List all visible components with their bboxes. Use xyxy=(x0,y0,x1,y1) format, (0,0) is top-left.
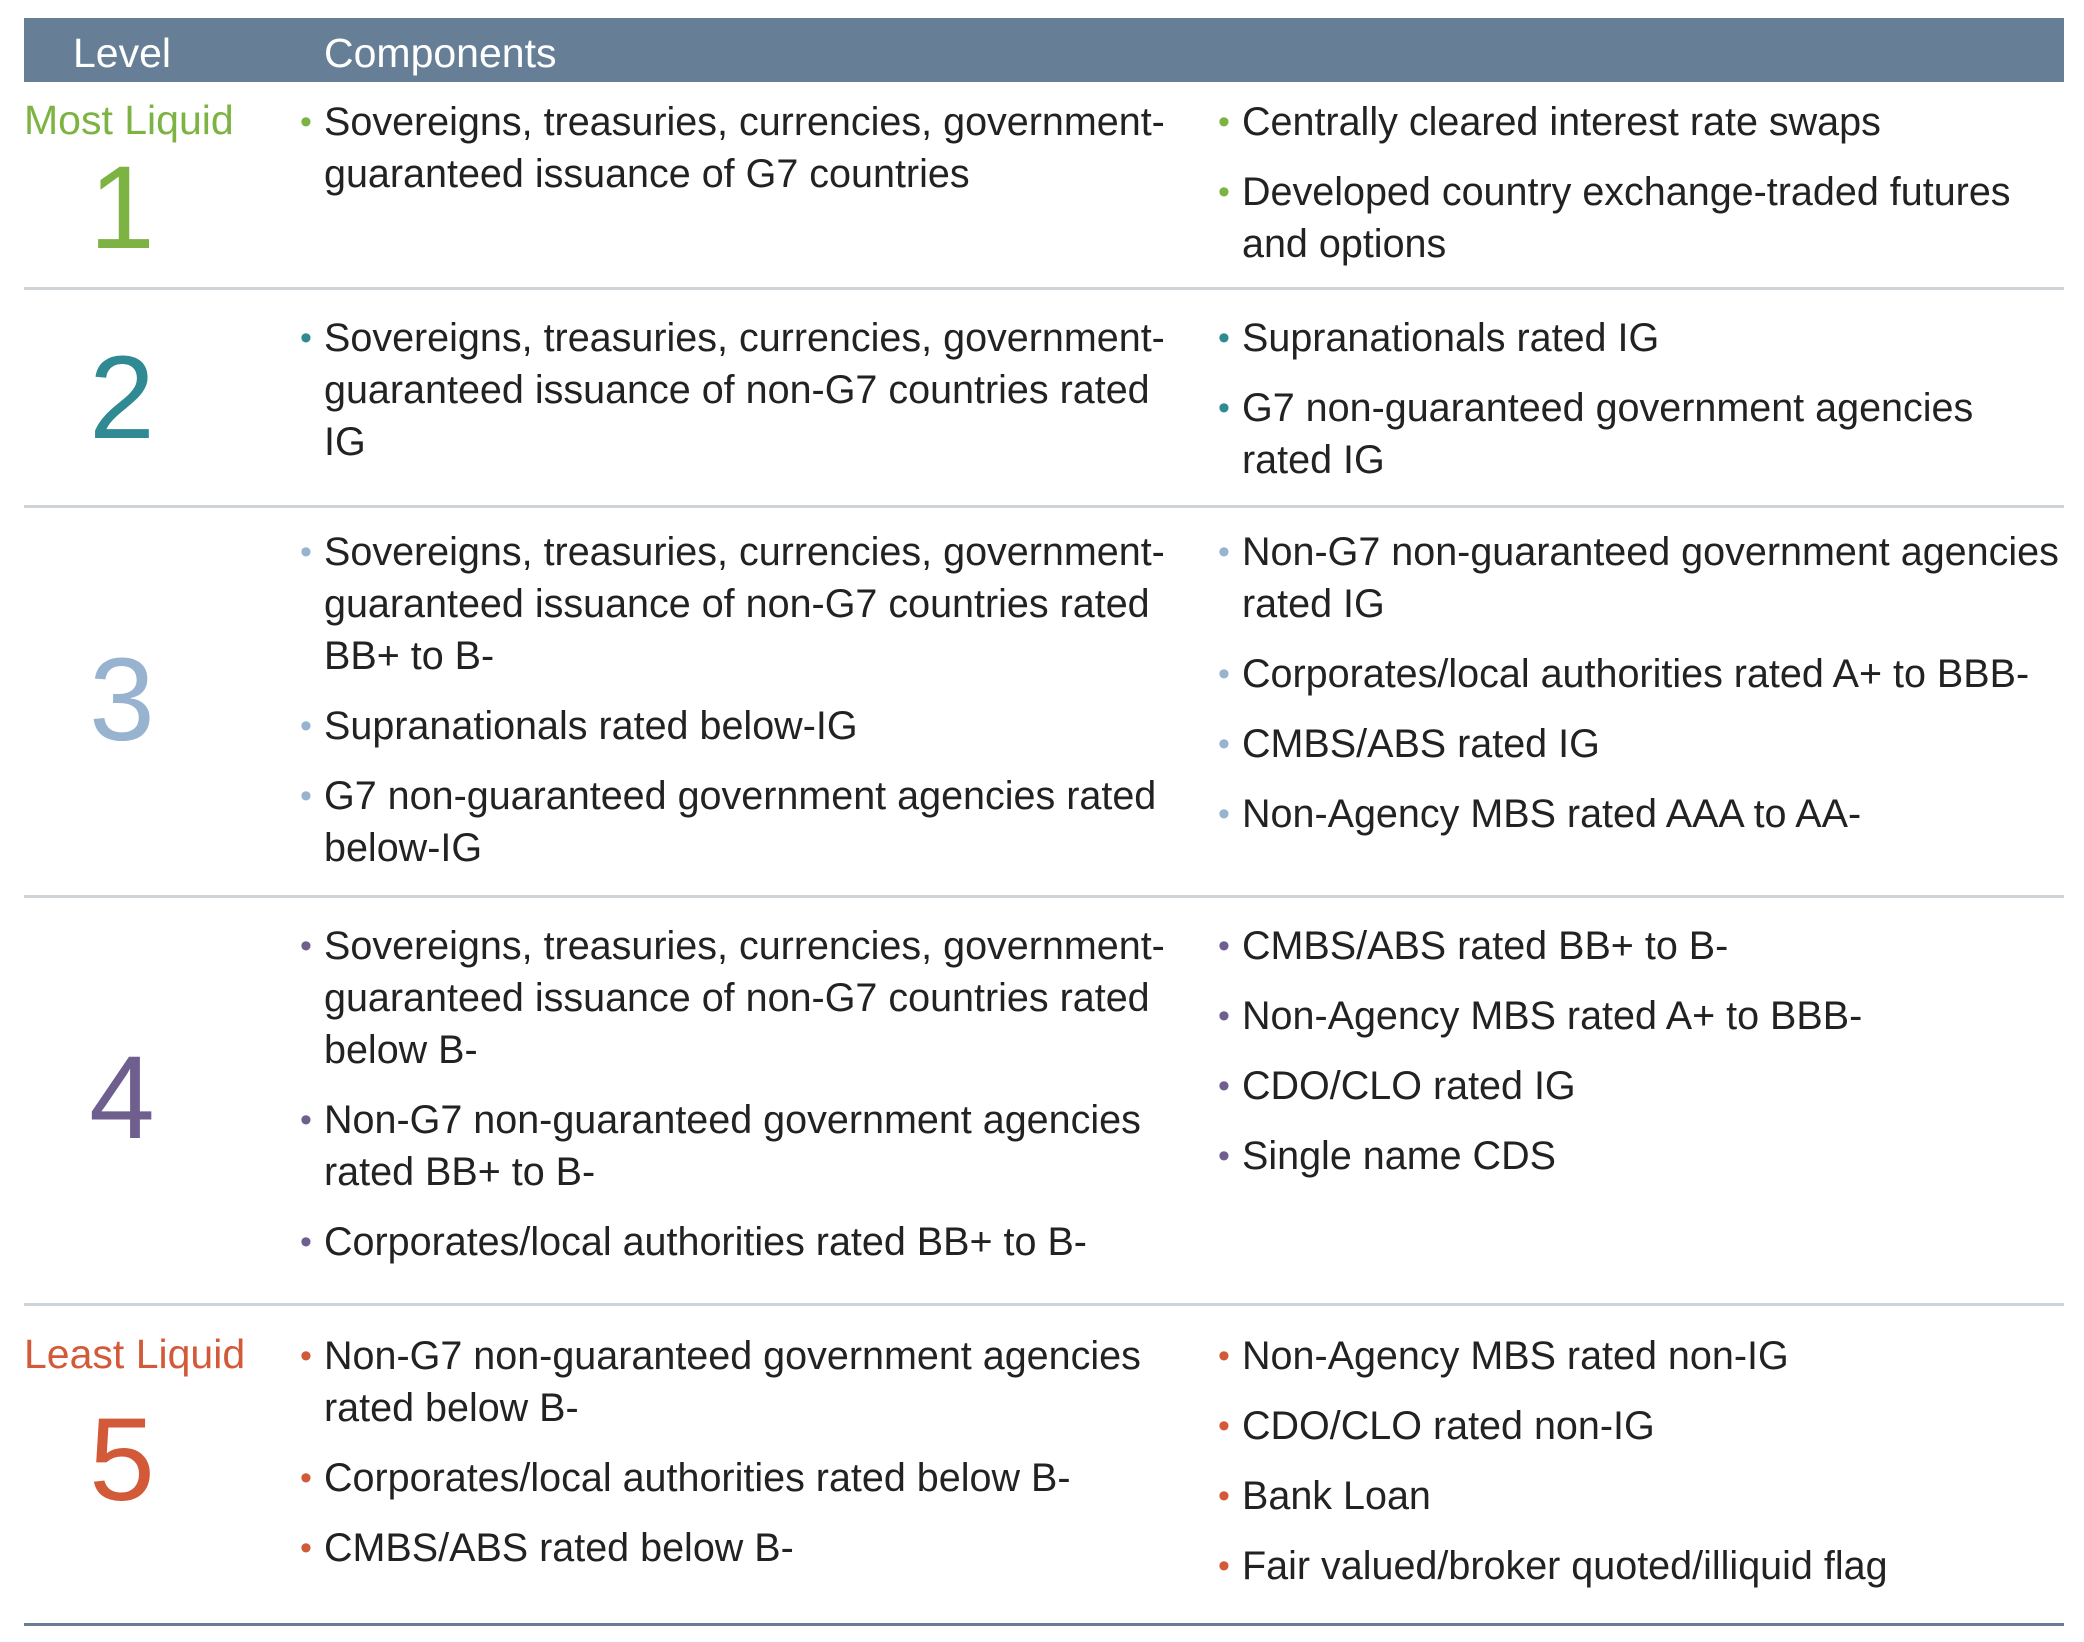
component-text: Sovereigns, treasuries, currencies, government-guaranteed issuance of non-G7 countries rated below B- xyxy=(324,924,1165,1072)
component-item xyxy=(1218,990,2064,1042)
components-col-1 xyxy=(300,312,1200,486)
component-text: Developed country exchange-traded futures and options xyxy=(1242,170,2011,266)
level-number: 4 xyxy=(89,1032,155,1164)
components-col-2 xyxy=(1218,920,2064,1200)
bullet-icon: • xyxy=(300,1101,312,1139)
level-number: 1 xyxy=(89,142,155,274)
component-text: Single name CDS xyxy=(1242,1134,1556,1178)
component-text: Sovereigns, treasuries, currencies, government-guaranteed issuance of G7 countries xyxy=(324,100,1165,196)
component-item xyxy=(300,770,1200,874)
component-text: Non-G7 non-guaranteed government agencies rated below B- xyxy=(324,1334,1141,1430)
level-cell xyxy=(24,82,234,287)
level-cell xyxy=(24,508,220,895)
bullet-icon: • xyxy=(1218,319,1230,357)
component-text: CMBS/ABS rated IG xyxy=(1242,722,1600,766)
bullet-icon: • xyxy=(1218,1547,1230,1585)
component-item xyxy=(300,1522,1200,1574)
bullet-icon: • xyxy=(300,1459,312,1497)
bullet-icon: • xyxy=(300,103,312,141)
component-text: G7 non-guaranteed government agencies rated IG xyxy=(1242,386,1974,482)
component-item xyxy=(300,920,1200,1076)
liquidity-table xyxy=(24,18,2064,1626)
bullet-icon: • xyxy=(1218,173,1230,211)
bullet-icon: • xyxy=(300,1337,312,1375)
level-number: 3 xyxy=(89,634,155,766)
component-item xyxy=(300,526,1200,682)
level-row-1 xyxy=(24,82,2064,290)
component-item xyxy=(300,312,1200,468)
component-item xyxy=(1218,648,2064,700)
component-item xyxy=(300,96,1200,200)
components-col-2 xyxy=(1218,312,2064,504)
components-col-2 xyxy=(1218,526,2064,858)
components-col-2 xyxy=(1218,1330,2064,1610)
level-cell xyxy=(24,1306,246,1623)
level-row-4 xyxy=(24,898,2064,1306)
component-text: G7 non-guaranteed government agencies rated below-IG xyxy=(324,774,1157,870)
bullet-icon: • xyxy=(1218,103,1230,141)
component-text: CMBS/ABS rated below B- xyxy=(324,1526,794,1570)
component-item xyxy=(300,700,1200,752)
component-item xyxy=(1218,1400,2064,1452)
bullet-icon: • xyxy=(1218,1477,1230,1515)
component-item xyxy=(1218,96,2064,148)
component-item xyxy=(1218,166,2064,270)
bullet-icon: • xyxy=(300,777,312,815)
bullet-icon: • xyxy=(1218,1407,1230,1445)
least-liquid-label: Least Liquid xyxy=(24,1331,246,1377)
components-col-1 xyxy=(300,1330,1200,1592)
component-item xyxy=(300,1094,1200,1198)
bullet-icon: • xyxy=(1218,1067,1230,1105)
component-item xyxy=(300,1216,1200,1268)
component-item xyxy=(1218,382,2064,486)
most-liquid-label: Most Liquid xyxy=(24,97,234,143)
component-item xyxy=(1218,526,2064,630)
component-text: CMBS/ABS rated BB+ to B- xyxy=(1242,924,1729,968)
component-item xyxy=(1218,1540,2064,1592)
bullet-icon: • xyxy=(300,533,312,571)
table-header xyxy=(24,18,2064,82)
bullet-icon: • xyxy=(1218,725,1230,763)
component-text: Non-G7 non-guaranteed government agencies rated BB+ to B- xyxy=(324,1098,1141,1194)
bullet-icon: • xyxy=(1218,997,1230,1035)
component-item xyxy=(1218,312,2064,364)
components-col-1 xyxy=(300,526,1200,892)
component-text: CDO/CLO rated IG xyxy=(1242,1064,1576,1108)
components-col-2 xyxy=(1218,96,2064,288)
component-item xyxy=(1218,718,2064,770)
component-text: CDO/CLO rated non-IG xyxy=(1242,1404,1655,1448)
component-text: Sovereigns, treasuries, currencies, government-guaranteed issuance of non-G7 countries rated IG xyxy=(324,316,1165,464)
component-item xyxy=(1218,1470,2064,1522)
bullet-icon: • xyxy=(300,1529,312,1567)
bullet-icon: • xyxy=(1218,655,1230,693)
component-item xyxy=(1218,1130,2064,1182)
component-item xyxy=(1218,1330,2064,1382)
level-row-3 xyxy=(24,508,2064,898)
level-row-2 xyxy=(24,290,2064,508)
component-item xyxy=(1218,788,2064,840)
bullet-icon: • xyxy=(300,927,312,965)
component-text: Non-Agency MBS rated AAA to AA- xyxy=(1242,792,1862,836)
component-text: Fair valued/broker quoted/illiquid flag xyxy=(1242,1544,1888,1588)
component-text: Corporates/local authorities rated below B- xyxy=(324,1456,1071,1500)
component-item xyxy=(1218,920,2064,972)
bullet-icon: • xyxy=(1218,1337,1230,1375)
component-text: Supranationals rated IG xyxy=(1242,316,1660,360)
components-col-1 xyxy=(300,920,1200,1286)
bullet-icon: • xyxy=(300,1223,312,1261)
header-components: Components xyxy=(324,30,557,76)
level-row-5 xyxy=(24,1306,2064,1626)
component-text: Corporates/local authorities rated BB+ to B- xyxy=(324,1220,1087,1264)
bullet-icon: • xyxy=(1218,389,1230,427)
component-item xyxy=(300,1330,1200,1434)
bullet-icon: • xyxy=(1218,795,1230,833)
bullet-icon: • xyxy=(1218,1137,1230,1175)
level-cell xyxy=(24,290,220,505)
bullet-icon: • xyxy=(300,319,312,357)
bullet-icon: • xyxy=(1218,927,1230,965)
component-text: Non-Agency MBS rated non-IG xyxy=(1242,1334,1789,1378)
component-text: Supranationals rated below-IG xyxy=(324,704,858,748)
component-text: Non-G7 non-guaranteed government agencies rated IG xyxy=(1242,530,2059,626)
level-number: 5 xyxy=(89,1394,155,1526)
level-number: 2 xyxy=(89,332,155,464)
component-item xyxy=(1218,1060,2064,1112)
component-text: Centrally cleared interest rate swaps xyxy=(1242,100,1881,144)
header-level: Level xyxy=(72,30,171,76)
components-col-1 xyxy=(300,96,1200,218)
level-cell xyxy=(24,898,220,1303)
bullet-icon: • xyxy=(1218,533,1230,571)
component-text: Non-Agency MBS rated A+ to BBB- xyxy=(1242,994,1863,1038)
component-text: Bank Loan xyxy=(1242,1474,1431,1518)
component-text: Corporates/local authorities rated A+ to BBB- xyxy=(1242,652,2030,696)
component-item xyxy=(300,1452,1200,1504)
bullet-icon: • xyxy=(300,707,312,745)
component-text: Sovereigns, treasuries, currencies, government-guaranteed issuance of non-G7 countries rated BB+ to B- xyxy=(324,530,1165,678)
